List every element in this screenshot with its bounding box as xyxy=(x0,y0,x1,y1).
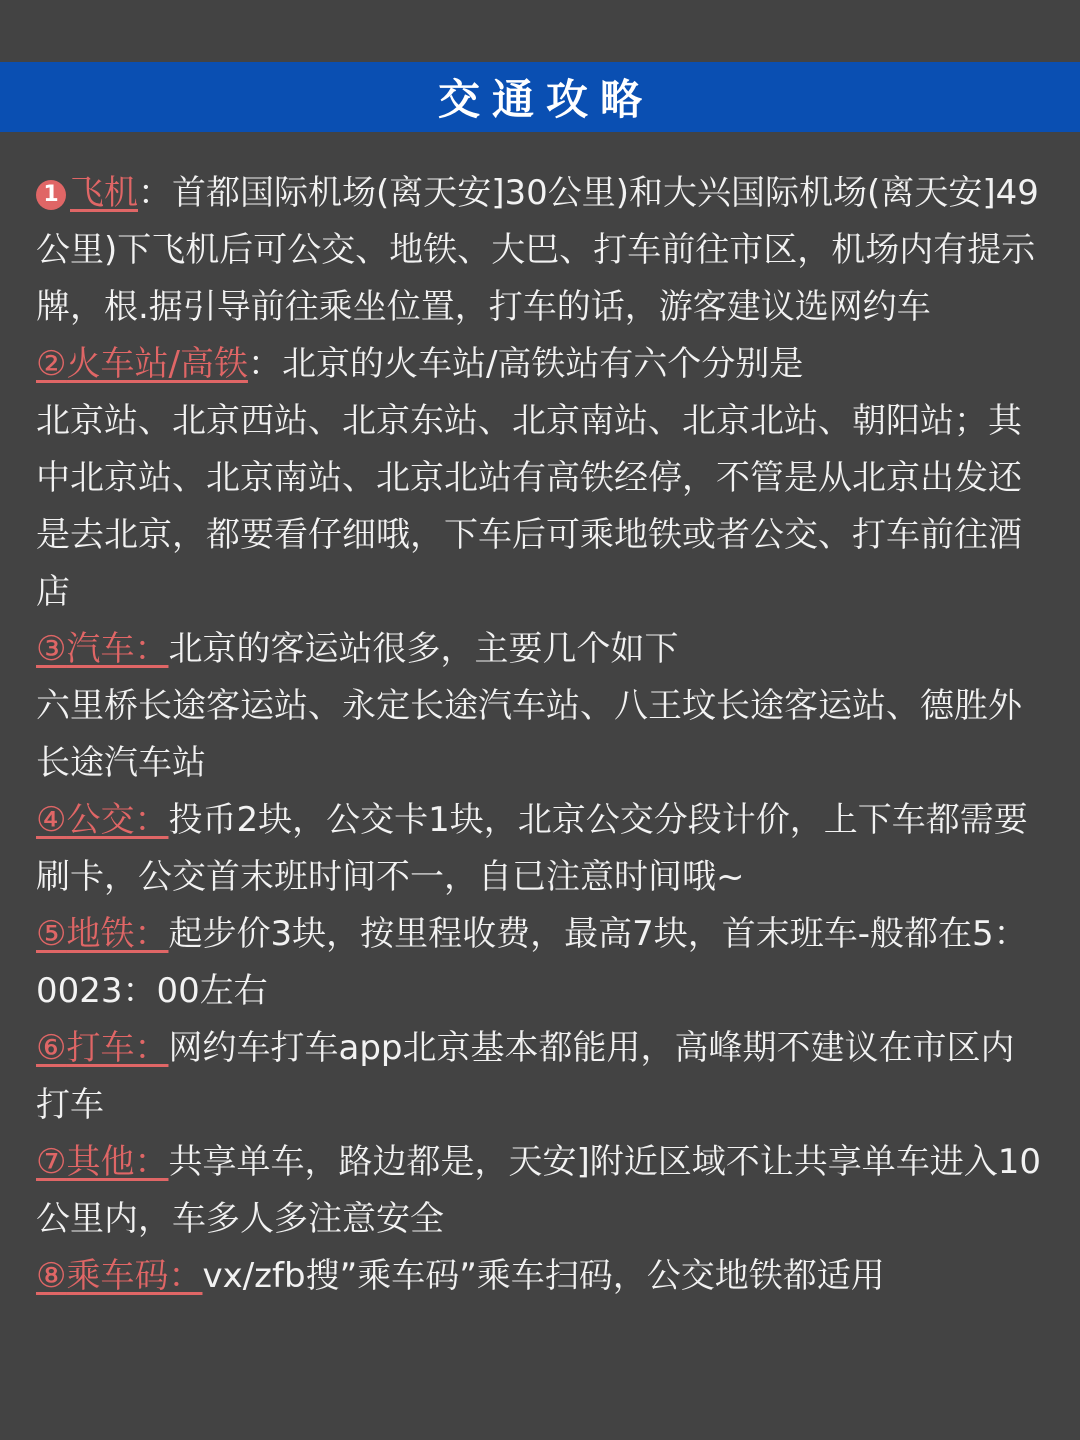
section-colon: ： xyxy=(138,173,172,213)
section-heading-text: 地铁： xyxy=(66,914,169,954)
section-heading xyxy=(36,1142,168,1182)
guide-content xyxy=(36,165,1046,1305)
section-heading-text: 火车站/高铁 xyxy=(66,344,248,384)
section-city-bus xyxy=(36,792,1046,906)
section-heading xyxy=(36,1028,168,1068)
section-body: 共享单车，路边都是，天安]附近区域不让共享单车进入10公里内，车多人多注意安全 xyxy=(36,1142,1042,1239)
section-taxi xyxy=(36,1020,1046,1134)
section-subway xyxy=(36,906,1046,1020)
number-1-badge: 1 xyxy=(36,180,66,210)
section-body: 北京的客运站很多，主要几个如下 xyxy=(168,629,679,669)
section-heading-text: 打车： xyxy=(66,1028,169,1068)
section-airplane xyxy=(36,165,1046,336)
section-marker: ⑤ xyxy=(36,914,67,954)
section-extra: 北京站、北京西站、北京东站、北京南站、北京北站、朝阳站；其中北京站、北京南站、北京北站有高铁经停，不管是从北京出发还是去北京，都要看仔细哦，下车后可乘地铁或者公交、打车前往酒店 xyxy=(36,401,1022,612)
section-body: 首都国际机场(离天安]30公里)和大兴国际机场(离天安]49公里)下飞机后可公交、地铁、大巴、打车前往市区，机场内有提示牌，根.据引导前往乘坐位置，打车的话，游客建议选网约车 xyxy=(36,173,1039,327)
section-marker: ⑦ xyxy=(36,1142,67,1182)
title-banner xyxy=(0,62,1080,132)
section-marker: ⑥ xyxy=(36,1028,67,1068)
section-train xyxy=(36,336,1046,621)
section-heading xyxy=(36,629,168,669)
section-marker: ④ xyxy=(36,800,67,840)
section-ride-code xyxy=(36,1248,1046,1305)
section-heading-text: 公交： xyxy=(66,800,169,840)
section-marker: ② xyxy=(36,344,67,384)
section-heading xyxy=(36,800,168,840)
section-bus-station xyxy=(36,621,1046,792)
section-heading xyxy=(36,173,138,213)
section-heading xyxy=(36,914,168,954)
section-heading-text: 汽车： xyxy=(66,629,169,669)
section-marker: ③ xyxy=(36,629,67,669)
section-heading-text: 其他： xyxy=(66,1142,169,1182)
section-body: 投币2块，公交卡1块，北京公交分段计价，上下车都需要刷卡，公交首末班时间不一，自已注意时间哦~ xyxy=(36,800,1028,897)
section-heading-text: 飞机 xyxy=(70,173,138,213)
section-heading xyxy=(36,1256,202,1296)
section-body: 网约车打车app北京基本都能用，高峰期不建议在市区内打车 xyxy=(36,1028,1015,1125)
section-heading xyxy=(36,344,248,384)
section-body: vx/zfb搜”乘车码”乘车扫码，公交地铁都适用 xyxy=(202,1256,885,1296)
section-colon: ： xyxy=(247,344,282,384)
section-marker: ⑧ xyxy=(36,1256,67,1296)
banner-title: 交通攻略 xyxy=(437,75,654,124)
section-extra: 六里桥长途客运站、永定长途汽车站、八王坟长途客运站、德胜外长途汽车站 xyxy=(36,686,1022,783)
section-body: 北京的火车站/高铁站有六个分别是 xyxy=(281,344,804,384)
section-heading-text: 乘车码： xyxy=(66,1256,203,1296)
section-body: 起步价3块，按里程收费，最高7块，首末班车-般都在5：0023：00左右 xyxy=(36,914,1028,1011)
section-other xyxy=(36,1134,1046,1248)
